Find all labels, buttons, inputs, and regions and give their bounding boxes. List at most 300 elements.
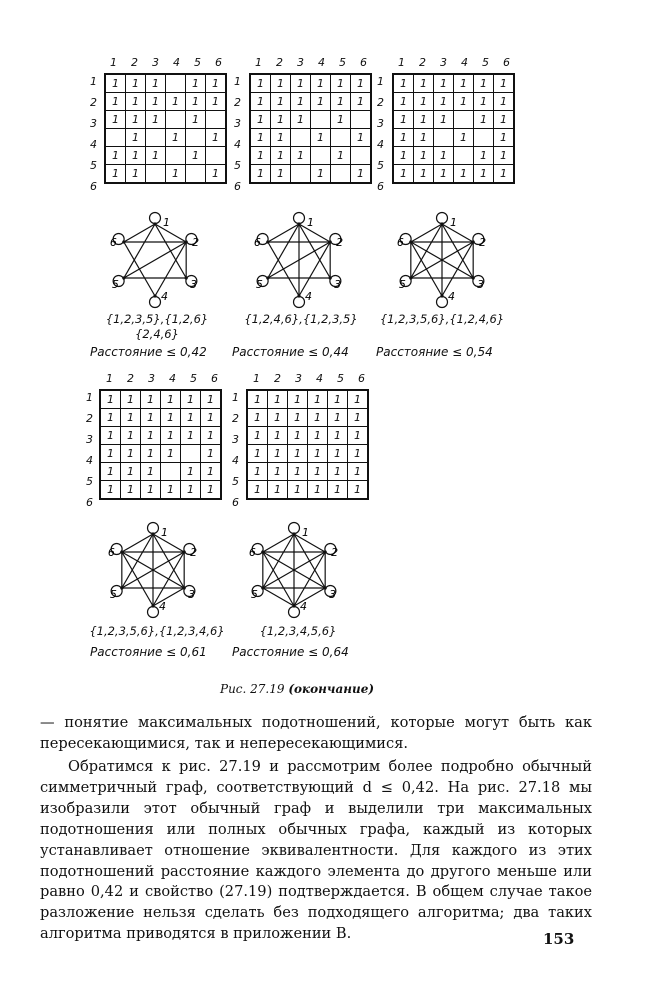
column-header: 4 [318,56,325,69]
adjacency-matrix [99,389,222,500]
matrix-cell: 1 [250,147,271,165]
matrix-cell: 1 [250,111,271,129]
paragraph-continuation: — понятие максимальных подотношений, которые могут быть как пересекающимися, так и непересекающимися. [40,714,592,752]
matrix-cell: 1 [434,111,454,129]
matrix-cell: 1 [434,165,454,184]
graph-node [297,294,300,297]
matrix-row [250,129,371,147]
self-loop [148,523,159,534]
row-label: 4 [234,138,241,151]
row-label: 6 [86,496,93,509]
matrix-cell: 1 [126,93,146,111]
node-label: 4 [159,600,166,613]
node-label: 6 [109,236,117,249]
matrix-cell: 1 [247,427,268,445]
row-label: 1 [86,391,93,404]
matrix-cell: 1 [206,93,227,111]
node-label: 2 [192,236,200,249]
graph-node [297,222,300,225]
matrix-row [250,147,371,165]
matrix-cell: 1 [271,111,291,129]
node-label: 3 [477,278,485,291]
sets-line: {1,2,3,5,6},{1,2,4,6} [379,312,505,326]
column-header: 6 [211,372,218,385]
matrix-cell: 1 [328,409,348,427]
row-label: 2 [377,96,384,109]
matrix-cell: 1 [474,111,494,129]
matrix-cell: 1 [474,74,494,93]
row-label: 5 [232,475,239,488]
sets-line: {1,2,4,6},{1,2,3,5} [244,312,358,326]
row-label: 2 [90,96,97,109]
matrix-cell: 1 [100,445,121,463]
matrix-cell: 1 [311,129,331,147]
node-label: 4 [300,600,307,613]
node-label: 6 [107,546,115,559]
node-label: 2 [479,236,487,249]
matrix-cell: 1 [434,147,454,165]
matrix-cell: 1 [271,147,291,165]
row-label: 3 [90,117,97,130]
matrix-cell [311,111,331,129]
matrix-cell [454,111,474,129]
matrix-cell: 1 [250,74,271,93]
graph-node [472,276,475,279]
column-header: 6 [215,56,222,69]
matrix-cell: 1 [393,165,414,184]
matrix-cell: 1 [454,165,474,184]
matrix-cell: 1 [494,147,515,165]
adjacency-matrix [246,389,369,500]
matrix-row [100,463,221,481]
matrix-cell: 1 [288,481,308,500]
column-header: 5 [339,56,346,69]
sets-line: {1,2,3,4,5,6} [259,624,337,638]
matrix-cell: 1 [206,74,227,93]
column-header: 3 [295,372,302,385]
matrix-cell [474,129,494,147]
matrix-cell [291,129,311,147]
caption-suffix: (окончание) [288,682,375,696]
graph-node [185,240,188,243]
column-header: 1 [253,372,260,385]
matrix-cell: 1 [348,409,369,427]
matrix-cell [454,147,474,165]
column-header: 4 [461,56,468,69]
matrix-cell: 1 [288,409,308,427]
column-header: 2 [419,56,426,69]
column-header: 6 [360,56,367,69]
matrix-cell [186,165,206,184]
matrix-cell: 1 [328,390,348,409]
matrix-cell: 1 [141,390,161,409]
matrix-cell: 1 [121,409,141,427]
matrix-row [100,481,221,500]
matrix-cell: 1 [141,445,161,463]
matrix-row [247,445,368,463]
matrix-cell: 1 [393,93,414,111]
matrix-cell: 1 [161,390,181,409]
self-loop [150,213,161,224]
matrix-cell: 1 [105,147,126,165]
matrix-cell: 1 [393,111,414,129]
matrix-cell: 1 [201,409,222,427]
row-label: 3 [232,433,239,446]
matrix-cell: 1 [141,427,161,445]
row-label: 4 [90,138,97,151]
matrix-cell: 1 [288,427,308,445]
matrix-cell: 1 [271,129,291,147]
matrix-cell: 1 [268,390,288,409]
matrix-row [105,93,226,111]
graph-node [151,532,154,535]
matrix-cell: 1 [141,463,161,481]
row-label: 1 [377,75,384,88]
row-label: 6 [232,496,239,509]
graph-node [183,586,186,589]
matrix-cell [105,129,126,147]
column-header: 5 [190,372,197,385]
row-label: 6 [377,180,384,193]
graph-diagram-2 [249,210,349,310]
matrix-row [250,93,371,111]
matrix-cell: 1 [186,147,206,165]
matrix-cell: 1 [146,74,166,93]
matrix-row [105,129,226,147]
self-loop [289,523,300,534]
matrix-cell: 1 [250,165,271,184]
matrix-row [393,111,514,129]
graph-node [120,550,123,553]
graph-node [261,586,264,589]
sets-line: {1,2,3,5,6},{1,2,3,4,6} [89,624,225,638]
matrix-cell: 1 [105,111,126,129]
matrix-cell: 1 [291,93,311,111]
column-header: 2 [127,372,134,385]
matrix-cell [291,165,311,184]
matrix-cell: 1 [414,111,434,129]
node-label: 3 [188,588,196,601]
sets-label-3 [372,312,512,327]
row-label: 4 [232,454,239,467]
matrix-cell [311,147,331,165]
matrix-cell: 1 [348,427,369,445]
graph-node [153,222,156,225]
node-label: 5 [250,588,258,601]
matrix-cell [161,463,181,481]
matrix-row [247,409,368,427]
row-label: 3 [377,117,384,130]
matrix-cell: 1 [308,481,328,500]
page-number: 153 [543,930,575,948]
matrix-cell: 1 [494,111,515,129]
self-loop [294,213,305,224]
matrix-cell: 1 [291,111,311,129]
matrix-cell: 1 [268,445,288,463]
column-header: 1 [255,56,262,69]
matrix-cell: 1 [308,390,328,409]
matrix-cell: 1 [105,165,126,184]
graph-node [440,222,443,225]
matrix-cell [186,129,206,147]
sets-line: {1,2,3,5},{1,2,6} [105,312,209,326]
matrix-cell: 1 [121,481,141,500]
column-header: 3 [297,56,304,69]
matrix-cell: 1 [328,463,348,481]
graph-node [151,604,154,607]
matrix-cell: 1 [288,390,308,409]
matrix-cell: 1 [161,427,181,445]
matrix-cell: 1 [268,409,288,427]
adjacency-matrix [104,73,227,184]
matrix-cell: 1 [331,147,351,165]
column-header: 2 [274,372,281,385]
matrix-cell [166,111,186,129]
node-label: 6 [248,546,256,559]
matrix-cell: 1 [247,463,268,481]
matrix-cell: 1 [271,165,291,184]
matrix-cell: 1 [268,427,288,445]
matrix-cell: 1 [348,481,369,500]
graph-node [292,604,295,607]
graph-node [409,276,412,279]
adjacency-matrix [249,73,372,184]
matrix-cell: 1 [201,445,222,463]
matrix-cell: 1 [271,74,291,93]
figure-caption [220,682,374,696]
distance-label-5: Расстояние ≤ 0,64 [232,645,349,659]
matrix-cell: 1 [201,390,222,409]
matrix-cell: 1 [100,481,121,500]
matrix-cell: 1 [351,93,372,111]
matrix-cell [166,147,186,165]
matrix-row [393,93,514,111]
matrix-cell: 1 [100,390,121,409]
graph-node [153,294,156,297]
matrix-row [105,147,226,165]
matrix-row [105,111,226,129]
sets-line: {2,4,6} [135,327,179,341]
matrix-cell: 1 [414,147,434,165]
graph-node [440,294,443,297]
node-label: 5 [255,278,263,291]
matrix-cell: 1 [414,129,434,147]
graph-node [324,550,327,553]
column-header: 4 [169,372,176,385]
matrix-cell: 1 [474,165,494,184]
matrix-cell: 1 [414,165,434,184]
graph-node [329,276,332,279]
graph-node [185,276,188,279]
matrix-row [100,409,221,427]
matrix-cell [331,165,351,184]
caption-prefix: Рис. 27.19 [220,682,285,696]
matrix-cell: 1 [268,481,288,500]
matrix-cell: 1 [331,74,351,93]
sets-label-4 [82,624,232,639]
matrix-cell: 1 [494,129,515,147]
matrix-cell: 1 [331,93,351,111]
distance-label-2: Расстояние ≤ 0,44 [232,345,349,359]
matrix-cell: 1 [181,463,201,481]
row-label: 3 [234,117,241,130]
matrix-row [247,427,368,445]
column-header: 2 [276,56,283,69]
matrix-cell [146,129,166,147]
row-label: 1 [232,391,239,404]
column-header: 4 [316,372,323,385]
matrix-cell: 1 [311,93,331,111]
self-loop [437,213,448,224]
matrix-cell [206,111,227,129]
matrix-cell: 1 [181,390,201,409]
self-loop [294,297,305,308]
sets-label-5 [238,624,358,639]
matrix-cell: 1 [121,427,141,445]
matrix-row [247,463,368,481]
matrix-cell [146,165,166,184]
matrix-row [100,427,221,445]
node-label: 4 [161,290,168,303]
column-header: 1 [110,56,117,69]
matrix-row [105,165,226,184]
self-loop [148,607,159,618]
column-header: 5 [194,56,201,69]
matrix-row [393,129,514,147]
matrix-row [250,111,371,129]
node-label: 1 [161,526,168,539]
matrix-cell: 1 [247,409,268,427]
matrix-cell: 1 [271,93,291,111]
sets-label-1 [92,312,222,342]
matrix-cell: 1 [393,74,414,93]
column-header: 3 [148,372,155,385]
matrix-cell: 1 [351,74,372,93]
matrix-cell: 1 [126,74,146,93]
matrix-cell: 1 [291,147,311,165]
node-label: 5 [398,278,406,291]
matrix-cell: 1 [308,463,328,481]
matrix-cell: 1 [474,93,494,111]
matrix-cell: 1 [186,111,206,129]
row-label: 4 [86,454,93,467]
matrix-cell: 1 [100,463,121,481]
matrix-cell: 1 [311,74,331,93]
matrix-cell: 1 [201,427,222,445]
paragraph-main: Обратимся к рис. 27.19 и рассмотрим более подробно обычный симметричный граф, соответствующий d ≤ 0,42. На рис. 27.18 мы изобразили этот обычный граф и выделили три максимальных подотношения или полных обычных графа, каждый из которых устанавливает отношение эквивалентности. Для каждого из этих подотношений расстояние каждого элемента до другого меньше или равно 0,42 и свойство (27.19) подтверждается. В общем случае такое разложение нельзя сделать без подходящего алгоритма; два таких алгоритма приводятся в приложении В. [40,758,592,943]
graph-node [261,550,264,553]
matrix-cell: 1 [494,93,515,111]
matrix-cell: 1 [414,74,434,93]
row-label: 2 [234,96,241,109]
row-label: 5 [234,159,241,172]
matrix-row [247,390,368,409]
matrix-cell: 1 [474,147,494,165]
matrix-cell: 1 [328,481,348,500]
column-header: 1 [106,372,113,385]
node-label: 4 [305,290,312,303]
matrix-cell: 1 [126,147,146,165]
matrix-row [105,74,226,93]
matrix-cell: 1 [454,74,474,93]
row-label: 4 [377,138,384,151]
matrix-cell: 1 [186,93,206,111]
matrix-cell: 1 [126,129,146,147]
matrix-cell: 1 [454,129,474,147]
matrix-cell: 1 [291,74,311,93]
node-label: 3 [190,278,198,291]
matrix-cell: 1 [348,445,369,463]
distance-label-1: Расстояние ≤ 0,42 [90,345,207,359]
matrix-cell: 1 [206,165,227,184]
matrix-cell: 1 [121,445,141,463]
self-loop [437,297,448,308]
matrix-cell: 1 [201,463,222,481]
matrix-cell: 1 [105,74,126,93]
graph-node [324,586,327,589]
sets-label-2 [236,312,366,327]
matrix-cell [206,147,227,165]
column-header: 1 [398,56,405,69]
matrix-cell: 1 [206,129,227,147]
matrix-cell: 1 [146,111,166,129]
node-label: 2 [190,546,198,559]
column-header: 2 [131,56,138,69]
node-label: 1 [450,216,457,229]
matrix-cell: 1 [166,129,186,147]
matrix-cell [166,74,186,93]
matrix-cell: 1 [121,390,141,409]
matrix-cell: 1 [126,165,146,184]
matrix-cell: 1 [100,409,121,427]
graph-diagram-5 [244,520,344,620]
matrix-cell: 1 [186,74,206,93]
matrix-cell: 1 [351,129,372,147]
self-loop [150,297,161,308]
node-label: 1 [307,216,314,229]
node-label: 5 [109,588,117,601]
matrix-cell: 1 [288,445,308,463]
column-header: 3 [440,56,447,69]
matrix-cell: 1 [250,93,271,111]
matrix-cell: 1 [247,481,268,500]
matrix-row [100,390,221,409]
matrix-cell: 1 [181,409,201,427]
node-label: 4 [448,290,455,303]
row-label: 3 [86,433,93,446]
matrix-cell: 1 [161,481,181,500]
adjacency-matrix [392,73,515,184]
row-label: 5 [86,475,93,488]
graph-node [183,550,186,553]
node-label: 3 [329,588,337,601]
matrix-cell: 1 [434,93,454,111]
matrix-cell: 1 [121,463,141,481]
matrix-cell [351,111,372,129]
matrix-row [250,74,371,93]
matrix-cell: 1 [166,165,186,184]
graph-edge [124,242,186,278]
self-loop [289,607,300,618]
column-header: 6 [358,372,365,385]
node-label: 1 [163,216,170,229]
matrix-cell: 1 [351,165,372,184]
row-label: 6 [90,180,97,193]
matrix-row [393,165,514,184]
graph-diagram-4 [103,520,203,620]
graph-node [472,240,475,243]
row-label: 1 [234,75,241,88]
